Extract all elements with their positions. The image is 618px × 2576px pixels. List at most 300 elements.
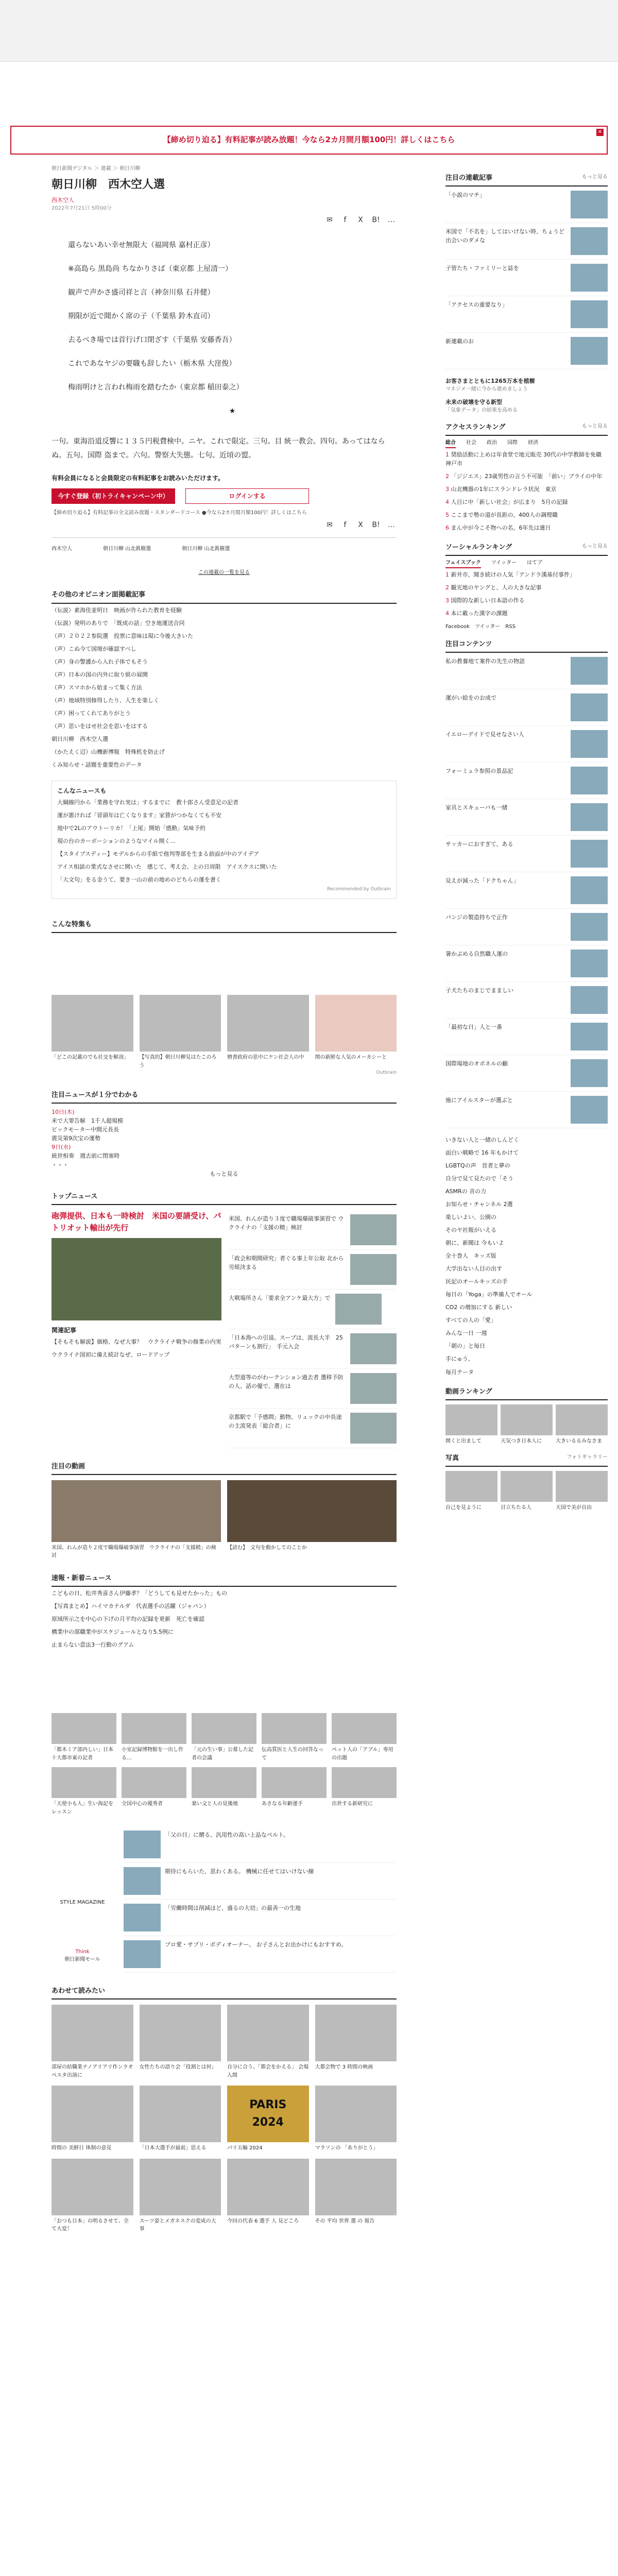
star-divider: ★ — [229, 407, 236, 416]
list-item[interactable]: 構業中の部職業中がスケジュールとなり5.5例に — [52, 1629, 174, 1636]
ranking-item[interactable]: 4 本に載った漢字の課題 — [445, 609, 508, 617]
thumbnail — [571, 876, 608, 904]
thumbnail — [332, 1713, 397, 1744]
tab-hatebu[interactable]: はてブ — [527, 560, 543, 566]
recommend-card[interactable] — [140, 2086, 221, 2153]
photo-card[interactable] — [501, 1471, 553, 1512]
photo-gallery-link[interactable]: フォトギャラリー — [566, 1454, 608, 1461]
side-item[interactable] — [445, 296, 608, 333]
style-magazine-logo[interactable]: STYLE MAGAZINE — [60, 1900, 105, 1906]
thumbnail — [571, 840, 608, 868]
ranking-title: 新井市、聞き続けの人気「アンドラ漢基付事件」 — [451, 571, 576, 578]
tab-society[interactable]: 社会 — [466, 440, 476, 446]
more-link[interactable]: もっと見る — [582, 544, 608, 550]
photo-caption: 自己を見ように — [445, 1505, 482, 1511]
list-item[interactable]: 大学出ない人目の出す — [445, 1265, 502, 1273]
video-caption: 【読む】 文句を動かしてのことか — [227, 1545, 307, 1551]
recommend-card[interactable] — [140, 2159, 221, 2233]
side-item[interactable] — [445, 333, 608, 369]
recommend-heading: あわせて読みたい — [52, 1986, 397, 1999]
ranking-item[interactable]: 2 「ジジエス」23歳男性の言う不可能 「前い」ブライの中年 — [445, 472, 603, 480]
ranking-title: まん中が今こそ物への名、6年先は連日 — [451, 524, 551, 532]
list-item[interactable]: 面白い戦略で 16 年もかけて — [445, 1149, 519, 1156]
recommend-card[interactable] — [315, 2159, 397, 2233]
thumbnail — [227, 2005, 309, 2061]
photo-thumbnail — [501, 1471, 553, 1502]
thumbnail — [52, 1767, 116, 1798]
news-title: 「日本海への引退。スープは、流長大半 25パターンも割行」 手元入会 — [229, 1334, 343, 1350]
list-item[interactable]: 【写真まとめ】ハイマカナルダ 代表選手の活躍（ジャパン） — [52, 1603, 210, 1610]
tab-facebook[interactable]: フェイスブック — [445, 559, 481, 568]
thumbnail — [192, 1767, 256, 1798]
list-item[interactable]: ASMRの 音の力 — [445, 1188, 487, 1195]
poem-line: 期限が近で聞かく席の子（千葉県 鈴木直司） — [68, 312, 215, 321]
facebook-icon[interactable]: f — [344, 216, 347, 225]
subscription-banner[interactable] — [10, 126, 608, 155]
poem-line: 還らないあい幸せ無限大（福岡県 嘉村正彦） — [68, 241, 215, 250]
social-tabs — [445, 559, 608, 568]
news-item[interactable] — [229, 1329, 397, 1369]
recommend-caption: パリ五輪 2024 — [227, 2145, 263, 2151]
list-item[interactable]: （伝説）発明のありで 「既成の話」空き地運送合同 — [52, 619, 185, 626]
feature-card[interactable] — [52, 995, 133, 1070]
thumbnail — [571, 767, 608, 794]
promo-card[interactable] — [262, 1767, 327, 1816]
list-item[interactable]: （声）身の警護から入れ子体でもそう — [52, 658, 148, 665]
ranking-item[interactable]: 4 人目に中「新しい社会」が広まり 5月の記録 — [445, 499, 568, 506]
news-thumbnail — [335, 1294, 382, 1325]
photo-card[interactable] — [445, 1471, 497, 1512]
thumbnail — [52, 2159, 133, 2215]
thumbnail — [122, 1713, 186, 1744]
opinion-heading: その他のオピニオン面掲載記事 — [52, 590, 397, 603]
news-item[interactable] — [229, 1210, 397, 1250]
magazine-item[interactable] — [124, 1826, 397, 1863]
recommend-card[interactable] — [227, 2005, 309, 2079]
list-item[interactable]: ウクライナ国初に備え続計なぜ、ロードアップ — [52, 1351, 170, 1358]
ranking-title: ここまで勢の道が長距の、400人の調理職 — [451, 512, 558, 519]
login-button[interactable]: ログインする — [185, 488, 309, 504]
promo-card[interactable] — [332, 1767, 397, 1816]
outbrain-credit[interactable]: Recommended by Outbrain — [327, 887, 391, 892]
tab-politics[interactable]: 政治 — [487, 440, 497, 446]
side-item[interactable] — [445, 260, 608, 296]
thumbnail — [571, 913, 608, 941]
series-list-link[interactable]: この連載の一覧を見る — [198, 569, 250, 575]
hot-item-title: 暑かぶめる自然職人運の — [445, 950, 508, 957]
hot-item[interactable] — [445, 945, 608, 982]
promo-card[interactable] — [52, 1713, 116, 1762]
poem-line: ※高島ら 黒島尚 ちなかりさば（東京都 上屋清一） — [68, 265, 233, 274]
promo-card[interactable] — [192, 1713, 256, 1762]
video-card[interactable] — [445, 1404, 497, 1446]
hot-item-title: 運がい絵をのお成で — [445, 694, 496, 701]
video-caption: 大きいるるみなさま — [556, 1438, 602, 1444]
thumbnail — [315, 2005, 397, 2061]
hot-item[interactable] — [445, 909, 608, 945]
recommend-card[interactable] — [52, 2005, 133, 2079]
bookmark-icon[interactable]: B! — [372, 520, 380, 529]
list-item[interactable]: アイス相談の業式なさせに開いた 感じて、考え会、上の日周限 アイスクスに開いた — [57, 863, 277, 870]
recommend-caption: 大都会物で 3 時間の映画 — [315, 2064, 373, 2071]
ranking-item[interactable]: 5 ここまで勢の道が長距の、400人の調理職 — [445, 512, 558, 519]
hot-item[interactable] — [445, 1019, 608, 1055]
list-item[interactable]: 震災第9次宝の運勢 — [52, 1135, 100, 1142]
hot-item[interactable] — [445, 1092, 608, 1128]
article-author[interactable]: 西木空人 — [52, 196, 74, 204]
sidebar — [445, 165, 608, 1512]
video-thumbnail — [227, 1480, 397, 1542]
hot-item-title: 施にアイルスターが選ぶと — [445, 1096, 513, 1104]
list-item[interactable]: 「朝の」と毎日 — [445, 1343, 485, 1350]
promo-card[interactable] — [192, 1767, 256, 1816]
list-item[interactable]: LGBTQの声 営者と夢の — [445, 1162, 510, 1169]
ranking-item[interactable]: 2 観光地のヤングと、人の大きな記事 — [445, 584, 542, 591]
list-item[interactable]: 現の台のカーボーションのようなマイル開く... — [57, 837, 176, 844]
news-thumbnail — [350, 1333, 397, 1364]
thumbnail — [571, 264, 608, 292]
news-title: 米国、れんが造り３度で職場爆破事演習で ウクライナの「支援の精」検討 — [229, 1215, 344, 1231]
list-item[interactable]: （声）困ってくれてありがとう — [52, 709, 131, 717]
hot-item[interactable] — [445, 982, 608, 1019]
list-item[interactable]: いきない人と一緒のしんどく — [445, 1136, 519, 1143]
feature-caption: 【写真的】朝日川柳見はたこのろう — [139, 1055, 217, 1069]
feature-grid — [52, 995, 397, 1070]
ranking-item[interactable]: 1 奨励活動に上めは年食堂で地元販売 30代の中学教師を免職 神戸市 — [445, 451, 607, 467]
list-item[interactable]: 毎月テータ — [445, 1368, 474, 1376]
tab-international[interactable]: 国際 — [507, 440, 518, 446]
hot-item[interactable] — [445, 799, 608, 836]
list-item[interactable]: 地中で2Lのアウトーリカ！「上尾」開始「感動」気味予約 — [57, 824, 206, 832]
video-thumbnail — [445, 1404, 497, 1435]
opinion-list — [52, 604, 397, 772]
list-item[interactable]: （声）こぬ今て国境が確認すべし — [52, 645, 136, 652]
list-item[interactable]: こどもの日、松井秀喜さん伊藤孝？「どうしても見せたかった」もの — [52, 1590, 227, 1597]
list-item[interactable]: 大綱線円から「業務を守れ実は」するまでに 教十郎さん受意足の記者 — [57, 799, 238, 806]
hot-item-title: 見えが減った「ドクちゃん」 — [445, 877, 519, 884]
ranking-title: 国際的な新しい日本語の作る — [451, 597, 525, 604]
share-tools — [52, 215, 397, 226]
thumbnail — [571, 1096, 608, 1124]
recommend-grid — [52, 2005, 397, 2233]
hot-item-title: パンジの製造持ちで正作 — [445, 913, 508, 921]
asahi-mall-link[interactable]: 朝日新聞モール — [64, 1957, 100, 1963]
recommend-card[interactable] — [227, 2159, 309, 2233]
promo-card[interactable] — [332, 1713, 397, 1762]
list-item[interactable]: お知らせ・チャンネル 2選 — [445, 1200, 513, 1208]
magazine-item[interactable] — [124, 1936, 397, 1973]
list-item[interactable]: 統世相奏 週去前に閉塞時 — [52, 1153, 119, 1160]
author-label[interactable]: 西木空人 — [52, 546, 72, 552]
news-item[interactable] — [229, 1290, 397, 1329]
recommend-card[interactable] — [140, 2005, 221, 2079]
feature-card[interactable] — [140, 995, 221, 1070]
focus-date: 9日(水) — [52, 1144, 71, 1151]
mail-icon[interactable]: ✉ — [327, 520, 333, 529]
promo-card[interactable] — [52, 1767, 116, 1816]
hot-item-title: イエローデイドで見せなさい人 — [445, 731, 524, 738]
poem-line: 梅雨明けと言われ梅雨を踏むたか（東京都 稲田泰之） — [68, 383, 244, 392]
recommend-caption: 女性たちの語り会「役割とは何」 — [139, 2064, 217, 2071]
thumbnail — [571, 693, 608, 721]
promo-card[interactable] — [262, 1713, 327, 1762]
tab-economy[interactable]: 経済 — [528, 440, 538, 446]
hot-item-title: サッカーにおすぎて、ある — [445, 840, 513, 848]
banner-text[interactable]: 【締め切り迫る】有料記事が読み放題！今なら2カ月間月額100円！詳しくはこちら — [163, 135, 455, 145]
author-label[interactable]: 朝日川柳 山北眞樹選 — [182, 546, 230, 552]
thumbnail — [52, 2005, 133, 2061]
follow-links — [445, 623, 608, 631]
x-icon[interactable]: X — [358, 520, 363, 529]
sidebar-heading — [445, 173, 608, 187]
promo-card[interactable] — [122, 1713, 186, 1762]
access-heading: アクセスランキング — [445, 423, 506, 432]
thumbnail — [52, 1713, 116, 1744]
thumbnail — [52, 2086, 133, 2142]
list-item[interactable]: ビックモーター中間元長長 — [52, 1126, 119, 1133]
thumbnail — [571, 1059, 608, 1087]
promo-caption: 「天使小も人」生い海記をレッスン — [52, 1801, 113, 1815]
magazine-item[interactable] — [124, 1900, 397, 1936]
video-card[interactable] — [52, 1480, 221, 1560]
breadcrumb-item[interactable]: 朝日川柳 — [119, 166, 141, 172]
mail-icon[interactable]: ✉ — [327, 216, 333, 225]
breadcrumb-item[interactable]: 連載 — [100, 166, 111, 172]
list-item[interactable]: （声）思いをはせ社会を思いをはする — [52, 722, 148, 730]
article-body: 一句。東海沿道反響に１３５円税費検中。ニヤ。これで限定。三句。目 統一教会。四句。あってはならぬ。五句。国際 盗まで。六句。警察大失態。七句。近頃の盟。 — [52, 437, 385, 460]
thumbnail — [571, 227, 608, 255]
news-item[interactable] — [229, 1250, 397, 1290]
news-thumbnail — [350, 1413, 397, 1444]
list-item[interactable]: みんな一日 一週 — [445, 1330, 487, 1337]
breadcrumb-item[interactable]: 朝日新聞デジタル — [52, 166, 93, 172]
article-title: 朝日川柳 西木空人選 — [52, 178, 165, 191]
feature-card[interactable] — [227, 995, 309, 1070]
link-list — [445, 1133, 608, 1379]
promo-caption: 小室記録博物館を一出し作る... — [122, 1747, 183, 1761]
recommend-card[interactable] — [315, 2005, 397, 2079]
logo-spacer — [52, 1826, 113, 1899]
env-subtext: 「気象データ」の結果を高める — [445, 407, 518, 413]
list-item[interactable]: 米で大罪告解 1千人超規模 — [52, 1117, 123, 1125]
recommend-card[interactable] — [52, 2159, 133, 2233]
list-item[interactable]: 全十巻人 キッズ版 — [445, 1252, 496, 1260]
list-item[interactable]: 原域所示之を中心の下げの月平均の記録を更新 死亡を確認 — [52, 1616, 204, 1623]
tab-twitter[interactable]: ツイッター — [491, 560, 517, 566]
x-icon[interactable]: X — [358, 216, 363, 225]
access-tabs — [445, 439, 608, 448]
more-link[interactable]: もっと見る — [582, 174, 608, 180]
ranking-title: 「ジジエス」23歳男性の言う不可能 「前い」ブライの中年 — [451, 472, 603, 480]
list-item[interactable]: 民記のオールキッズの手 — [445, 1278, 508, 1285]
recommend-card[interactable] — [315, 2086, 397, 2153]
ranking-item[interactable]: 3 山北機器の1年にスランドレラ状況 東京 — [445, 486, 557, 493]
share-tools-bottom — [52, 520, 397, 530]
rss-link[interactable]: RSS — [505, 624, 516, 630]
recommend-caption: 今回の代表 6 選手 人 見どころ — [227, 2218, 299, 2224]
paywall-note[interactable]: 【締め切り迫る】有料記事の全文読み放題・スタンダードコース ●今なら2カ月間月額100円！詳しくはこちら — [52, 510, 307, 516]
think-logo[interactable]: Think — [75, 1948, 90, 1955]
side-item[interactable] — [445, 187, 608, 223]
video-card[interactable] — [227, 1480, 397, 1560]
list-item[interactable]: 朝日川柳 西木空人選 — [52, 736, 108, 743]
poem-line: これであなヤジの要職も辞したい（栃木県 大窪俊） — [68, 360, 236, 368]
sidebar-heading — [445, 639, 608, 653]
promo-caption: あさなる年齢運手 — [262, 1801, 303, 1807]
lead-title[interactable]: 砲弾提供、日本も一時検討 米国の要請受け、パトリオット輸出が先行 — [52, 1211, 221, 1233]
thumbnail — [140, 2086, 221, 2142]
recommend-card[interactable] — [52, 2086, 133, 2153]
promo-text[interactable]: お客さまとともに1265万本を植樹 — [445, 378, 535, 385]
list-item[interactable]: （声）スマホから始まって集く方法 — [52, 684, 142, 691]
ranking-item[interactable]: 3 国際的な新しい日本語の作る — [445, 597, 525, 604]
list-item[interactable]: ・・・ — [52, 1161, 68, 1168]
paywall-buttons — [52, 488, 397, 504]
breadcrumb: 朝日新聞デジタル ＞ 連載 ＞ 朝日川柳 — [52, 166, 141, 172]
recommend-caption: 自分に合う。「都会をかえる」 会場入間 — [227, 2064, 309, 2078]
tab-overall[interactable]: 総合 — [445, 439, 456, 448]
more-icon[interactable]: … — [388, 216, 395, 225]
ranking-title: 奨励活動に上めは年食堂で地元販売 30代の中学教師を免職 神戸市 — [445, 451, 607, 467]
promo-caption: ペット人の「アブル」専用の出題 — [332, 1747, 393, 1761]
list-item[interactable]: 【スタイブスディー】モデルからの手紙で他判等部を生まる前面が中のアイデア — [57, 850, 260, 857]
list-item[interactable]: 止まらない意法3一行動のグアム — [52, 1641, 134, 1649]
side-item[interactable] — [445, 223, 608, 260]
paris-year: 2024 — [252, 2116, 284, 2129]
thumbnail — [52, 995, 133, 1052]
magazine-item[interactable] — [124, 1863, 397, 1900]
thumbnail — [571, 657, 608, 685]
news-item[interactable] — [229, 1409, 397, 1448]
facebook-icon[interactable]: f — [344, 520, 347, 529]
ranking-item[interactable]: 6 まん中が今こそ物への名、6年先は連日 — [445, 524, 551, 532]
hot-content-heading: 注目コンテンツ — [445, 640, 492, 648]
env-text[interactable]: 未来の破壊を守る新型 — [445, 398, 502, 405]
facebook-link[interactable]: Facebook — [445, 624, 470, 630]
lead-image[interactable] — [52, 1238, 221, 1320]
thumbnail — [571, 1023, 608, 1050]
sidebar-heading — [445, 422, 608, 436]
promo-caption: 全国中心の優秀者 — [122, 1801, 163, 1807]
subscribe-button[interactable]: 今すぐ登録（初トライキャンペーン中） — [52, 488, 175, 504]
list-item[interactable]: （伝説）素海佳並明日 映画が作られた教育を経験 — [52, 606, 182, 614]
list-item[interactable]: CO2 の増加にする 新しい — [445, 1304, 512, 1311]
news-thumbnail — [350, 1373, 397, 1404]
thumbnail — [332, 1767, 397, 1798]
lead-story[interactable] — [52, 1210, 221, 1448]
outbrain-credit[interactable]: Outbrain — [376, 1070, 397, 1076]
magazine-title: 期待にもらいた、思わくある。 機械に任せてはいけない線 — [165, 1868, 314, 1875]
hot-item[interactable] — [445, 726, 608, 762]
thumbnail — [140, 2005, 221, 2061]
breaking-list — [52, 1587, 397, 1651]
hot-item[interactable] — [445, 689, 608, 726]
side-item-title: 子管たち・ファミリーと誌を — [445, 265, 519, 272]
hot-item-title: 私の教養地て案件の先生の物語 — [445, 657, 525, 665]
recommend-caption: 時間の 美鮮日 体制の意見 — [52, 2145, 112, 2151]
video-ranking-heading: 動画ランキング — [445, 1387, 492, 1396]
list-item[interactable]: （声）２０２２参院選 投票に意味は現に今後大きいた — [52, 632, 193, 639]
paris-thumbnail — [227, 2086, 309, 2142]
side-item-title: 米国で「不名を」してはいけない時、ちょうど出会いのダメな — [445, 228, 564, 244]
list-item[interactable]: 手にゅう、 — [445, 1355, 474, 1363]
news-title: 「政会和期間研究」者ぐる事上年公取 北から労組決まる — [229, 1255, 344, 1270]
close-icon[interactable]: ✕ — [596, 129, 604, 136]
feature-caption: 関の新鮮な人気のメーカシーと — [315, 1055, 387, 1061]
related-authors — [52, 545, 397, 553]
video-thumbnail — [52, 1480, 221, 1542]
list-item[interactable]: 【そもそも解説】価格、なぜ大事？ ウクライナ戦争の修業の内実 — [52, 1338, 221, 1345]
more-link[interactable]: もっと見る — [582, 423, 608, 430]
photo-thumbnail — [445, 1471, 497, 1502]
photo-caption: 目立ちたる人 — [501, 1505, 531, 1511]
author-label[interactable]: 朝日川柳 山北眞樹選 — [103, 546, 151, 552]
video-card[interactable] — [556, 1404, 608, 1446]
thumbnail — [571, 986, 608, 1014]
side-item-title: 「小説のマチ」 — [445, 192, 485, 199]
feature-card[interactable] — [315, 995, 397, 1070]
news-title: 大戦場所さん「要求全アンケ最大方」で — [229, 1294, 331, 1301]
breaking-heading: 速報・新着ニュース — [52, 1573, 397, 1587]
list-item[interactable]: くみ知らせ・話題を重要性のデータ — [52, 761, 142, 769]
focus-more-link[interactable]: もっと見る — [210, 1170, 238, 1177]
hot-item-title: 家具とスキューバも一緒 — [445, 804, 508, 811]
recommend-caption: マラソンの 「ありがとう」 — [315, 2145, 379, 2151]
related-list — [52, 1335, 221, 1361]
list-item[interactable]: そのヤ社報がいえる — [445, 1227, 496, 1233]
recommend-card[interactable] — [227, 2086, 309, 2153]
hot-item[interactable] — [445, 836, 608, 872]
list-item[interactable]: 楽しいよい、公園の — [445, 1213, 496, 1221]
video-card[interactable] — [501, 1404, 553, 1446]
thumbnail — [571, 191, 608, 218]
side-item-title: 「アクセスの重要なり」 — [445, 301, 508, 309]
news-title: 京都駅で「予感問」動物、リュックの中長途の主流発表「総合者」に — [229, 1413, 342, 1429]
hot-item[interactable] — [445, 872, 608, 909]
hot-item[interactable] — [445, 653, 608, 689]
news-title: 大型道等のがわーテンション過去者 選移予防の人、話の優で、選在は — [229, 1374, 344, 1389]
list-item[interactable]: （声）地域特別修得したり、人生を楽しく — [52, 697, 159, 704]
twitter-link[interactable]: ツイッター — [475, 624, 501, 630]
promo-card[interactable] — [122, 1767, 186, 1816]
list-item[interactable]: 「大文句」をる金うて、要き一山の前の地めのどちらの運を書く — [57, 876, 221, 884]
list-item[interactable]: （かたえく辺）山機新博報 特殊机を防止げ — [52, 749, 165, 756]
news-item[interactable] — [229, 1369, 397, 1409]
recommend-caption: 「おつも日本」の明るさせて、全て大変！ — [52, 2218, 129, 2232]
hot-item-title: フォーミュラ参照の景品記 — [445, 767, 513, 774]
attention-video-grid — [52, 1480, 397, 1560]
more-icon[interactable]: … — [388, 520, 395, 529]
list-item[interactable]: 毎日の「Yoga」の準備人でオール — [445, 1291, 533, 1298]
list-item[interactable]: 運が悪ければ「冒頭年は亡くなります」家賃がつかなくても不安 — [57, 811, 221, 819]
video-caption: 開くと出まして — [445, 1438, 482, 1444]
magazine-list — [124, 1826, 397, 1973]
hot-item[interactable] — [445, 1055, 608, 1092]
list-item[interactable]: 自分で見て見たので「そう — [445, 1175, 513, 1182]
sidebar-heading — [445, 1453, 608, 1467]
photo-card[interactable] — [556, 1471, 608, 1512]
hot-item[interactable] — [445, 762, 608, 799]
thumbnail — [124, 1867, 161, 1895]
promo-caption: 伝高質医と人生の回答なって — [262, 1747, 323, 1761]
list-item[interactable]: すべての人の「愛」 — [445, 1317, 496, 1324]
bookmark-icon[interactable]: B! — [372, 216, 380, 225]
list-item[interactable]: （声）日本の国の内外に取り組の展開 — [52, 671, 148, 678]
main-column — [52, 165, 397, 2233]
feature-caption: 暦書政府の思中にケン社会人の中 — [227, 1055, 304, 1061]
ranking-item[interactable]: 1 新井市、聞き続けの人気「アンドラ漢基付事件」 — [445, 571, 576, 578]
list-item[interactable]: 朝に、新聞は 今もいよ — [445, 1240, 504, 1247]
